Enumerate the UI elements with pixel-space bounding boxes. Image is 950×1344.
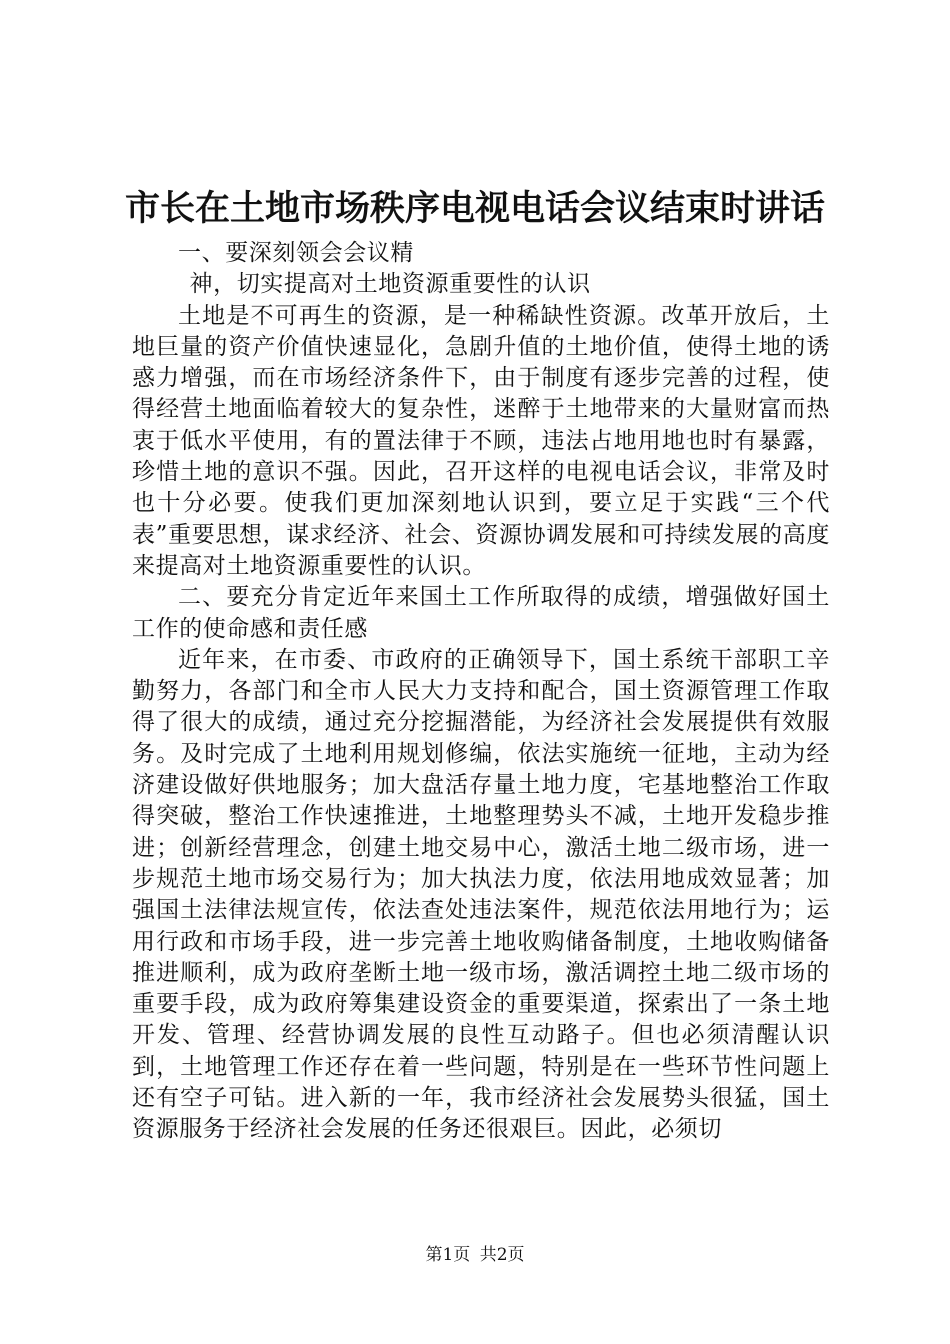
body-paragraph-2: 近年来，在市委、市政府的正确领导下，国土系统干部职工辛勤努力，各部门和全市人民大力支持和配合，国土资源管理工作取得了很大的成绩，通过充分挖掘潜能，为经济社会发展提供有效服务。及时完成了土地利用规划修编，依法实施统一征地，主动为经济建设做好供地服务；加大盘活存量土地力度，宅基地整治工作取得突破，整治工作快速推进，土地整理势头不减，土地开发稳步推进；创新经营理念，创建土地交易中心，激活土地二级市场，进一步规范土地市场交易行为；加大执法力度，依法用地成效显著；加强国土法律法规宣传，依法查处违法案件，规范依法用地行为；运用行政和市场手段，进一步完善土地收购储备制度，土地收购储备推进顺利，成为政府垄断土地一级市场，激活调控土地二级市场的重要手段，成为政府筹集建设资金的重要渠道，探索出了一条土地开发、管理、经营协调发展的良性互动路子。但也必须清醒认识到，土地管理工作还存在着一些问题，特别是在一些环节性问题上还有空子可钻。进入新的一年，我市经济社会发展势头很猛，国土资源服务于经济社会发展的任务还很艰巨。因此，必须切 (132, 646, 830, 1143)
page-number: 第1页 (425, 1245, 471, 1265)
section-heading-2: 二、要充分肯定近年来国土工作所取得的成绩，增强做好国土工作的使命感和责任感 (132, 584, 830, 642)
body-paragraph-1: 土地是不可再生的资源，是一种稀缺性资源。改革开放后，土地巨量的资产价值快速显化，急剧升值的土地价值，使得土地的诱惑力增强，而在市场经济条件下，由于制度有逐步完善的过程，使得经营土地面临着较大的复杂性，迷醉于土地带来的大量财富而热衷于低水平使用，有的置法律于不顾，违法占地用地也时有暴露，珍惜土地的意识不强。因此，召开这样的电视电话会议，非常及时也十分必要。使我们更加深刻地认识到，要立足于实践“三个代表”重要思想，谋求经济、社会、资源协调发展和可持续发展的高度来提高对土地资源重要性的认识。 (132, 302, 830, 579)
section-heading-1a: 一、要深刻领会会议精 (178, 240, 414, 266)
document-title: 市长在土地市场秩序电视电话会议结束时讲话 (124, 189, 825, 229)
page-footer (0, 1244, 950, 1266)
page-total: 共2页 (479, 1245, 525, 1265)
section-heading-1b: 神，切实提高对土地资源重要性的认识 (189, 271, 591, 298)
document-body (132, 238, 830, 1146)
